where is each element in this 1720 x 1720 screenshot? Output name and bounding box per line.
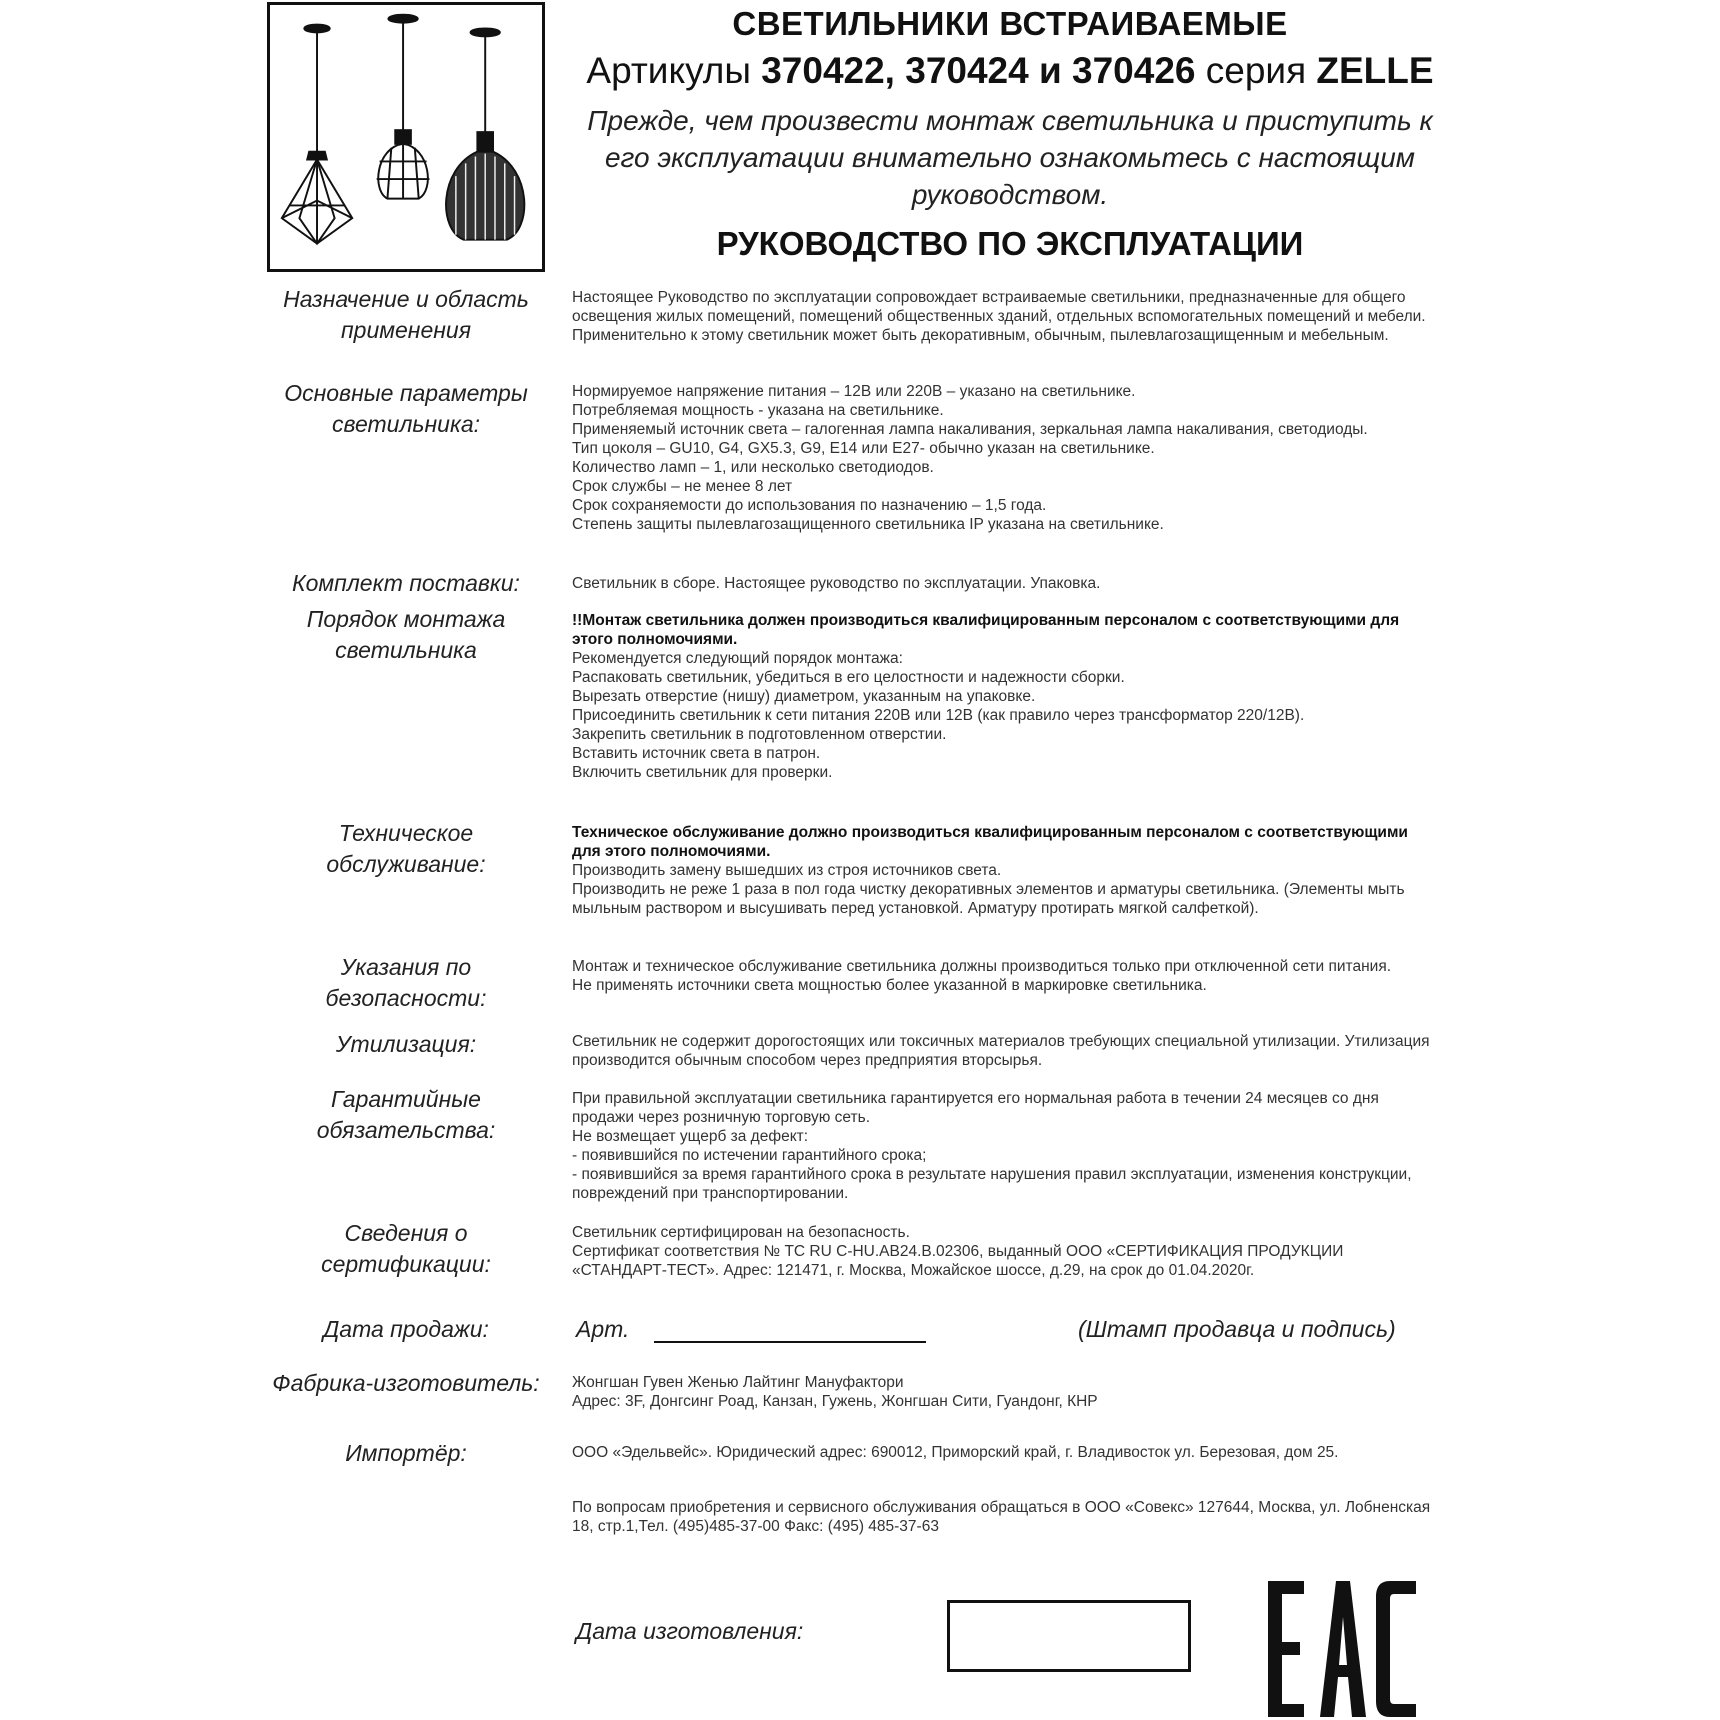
certification-label: Сведения о сертификации:	[321, 1220, 491, 1277]
kit-label: Комплект поставки:	[292, 570, 520, 596]
safety-label: Указания по безопасности:	[325, 954, 487, 1011]
maintenance-block	[572, 823, 1440, 918]
importer-label: Импортёр:	[345, 1440, 467, 1466]
intro-note: Прежде, чем произвести монтаж светильника и приступить к его эксплуатации внимательно ознакомьтесь с настоящим руководством.	[587, 105, 1433, 210]
manual-title: РУКОВОДСТВО ПО ЭКСПЛУАТАЦИИ	[716, 225, 1304, 262]
document-header	[555, 0, 1465, 266]
maintenance-text: Производить замену вышедших из строя источников света. Производить не реже 1 раза в пол года чистку декоративных элементов и арматуры светильника. (Элементы мыть мыльным раствором и высушивать перед установкой. Арматуру протирать мягкой салфеткой).	[572, 862, 1405, 917]
manufacturer-label: Фабрика-изготовитель:	[272, 1370, 540, 1396]
parameters-text: Нормируемое напряжение питания – 12В или 220В – указано на светильнике. Потребляемая мощность - указана на светильнике. Применяемый источник света – галогенная лампа накаливания, зеркальная лампа накаливания, светодиоды. Тип цоколя – GU10, G4, GX5.3, G9, E14 или E27- обычно указан на светильнике. Количество ламп – 1, или несколько светодиодов. Срок службы – не менее 8 лет Срок сохраняемости до использования по назначению – 1,5 года. Степень защиты пылевлагозащищенного светильника IP указана на светильнике.	[572, 383, 1368, 533]
articles-line: Артикулы 370422, 370424 и 370426 серия ZELLE	[586, 50, 1434, 91]
kit-text: Светильник в сборе. Настоящее руководство по эксплуатации. Упаковка.	[572, 575, 1101, 592]
eac-mark-icon	[1268, 1581, 1416, 1717]
maintenance-warning: Техническое обслуживание должно производиться квалифицированным персоналом с соответствующими для этого полномочиями.	[572, 824, 1408, 860]
disposal-text: Светильник не содержит дорогостоящих или токсичных материалов требующих специальной утилизации. Утилизация производится обычным способом через предприятия вторсырья.	[572, 1033, 1430, 1069]
installation-label: Порядок монтажа светильника	[306, 606, 506, 663]
document-title: СВЕТИЛЬНИКИ ВСТРАИВАЕМЫЕ	[732, 5, 1288, 42]
purpose-label: Назначение и область применения	[283, 286, 529, 343]
parameters-label: Основные параметры светильника:	[284, 380, 528, 437]
manufacture-date-label: Дата изготовления:	[576, 1618, 804, 1644]
installation-block	[572, 611, 1440, 782]
installation-warning: !!Монтаж светильника должен производиться квалифицированным персоналом с соответствующими для этого полномочиями.	[572, 612, 1400, 648]
purpose-text: Настоящее Руководство по эксплуатации сопровождает встраиваемые светильники, предназначенные для общего освещения жилых помещений, помещений общественных зданий, отдельных вспомогательных помещений и мебели. Применительно к этому светильник может быть декоративным, обычным, пылевлагозащищенным и мебельным.	[572, 289, 1426, 344]
warranty-label: Гарантийные обязательства:	[316, 1086, 496, 1143]
product-illustration	[267, 2, 545, 272]
sale-date-label: Дата продажи:	[323, 1316, 489, 1342]
importer-text: ООО «Эдельвейс». Юридический адрес: 690012, Приморский край, г. Владивосток ул. Березовая, дом 25.	[572, 1444, 1339, 1461]
installation-text: Рекомендуется следующий порядок монтажа: Распаковать светильник, убедиться в его целостности и надежности сборки. Вырезать отверстие (нишу) диаметром, указанным на упаковке. Присоединить светильник к сети питания 220В или 12В (как правило через трансформатор 220/12В). Закрепить светильник в подготовленном отверстии. Вставить источник света в патрон. Включить светильник для проверки.	[572, 650, 1305, 781]
warranty-text: При правильной эксплуатации светильника гарантируется его нормальная работа в течении 24 месяцев со дня продажи через розничную торговую сеть. Не возмещает ущерб за дефект: - появившийся по истечении гарантийного срока; - появившийся за время гарантийного срока в результате нарушения правил эксплуатации, изменения конструкции, повреждений при транспортировании.	[572, 1090, 1412, 1202]
safety-text: Монтаж и техническое обслуживание светильника должны производиться только при отключенной сети питания. Не применять источники света мощностью более указанной в маркировке светильника.	[572, 958, 1392, 994]
manufacturer-text: Жонгшан Гувен Женью Лайтинг Мануфактори Адрес: 3F, Донгсинг Роад, Канзан, Гужень, Жонгшан Сити, Гуандонг, КНР	[572, 1374, 1098, 1410]
manufacture-date-box	[947, 1600, 1191, 1672]
seller-stamp-note: (Штамп продавца и подпись)	[1078, 1316, 1396, 1342]
maintenance-label: Техническое обслуживание:	[326, 820, 486, 877]
sale-article-line	[654, 1341, 926, 1343]
sale-article: Арт.	[576, 1316, 630, 1342]
pendant-lamps-icon	[270, 5, 542, 269]
disposal-label: Утилизация:	[335, 1031, 477, 1057]
service-contact-text: По вопросам приобретения и сервисного обслуживания обращаться в ООО «Совекс» 127644, Москва, ул. Лобненская 18, стр.1,Тел. (495)485-37-00 Факс: (495) 485-37-63	[572, 1499, 1431, 1535]
certification-text: Светильник сертифицирован на безопасность. Сертификат соответствия № ТС RU C-HU.АВ24.В.02306, выданный ООО «СЕРТИФИКАЦИЯ ПРОДУКЦИИ «СТАНДАРТ-ТЕСТ». Адрес: 121471, г. Москва, Можайское шоссе, д.29, на срок до 01.04.2020г.	[572, 1224, 1344, 1279]
